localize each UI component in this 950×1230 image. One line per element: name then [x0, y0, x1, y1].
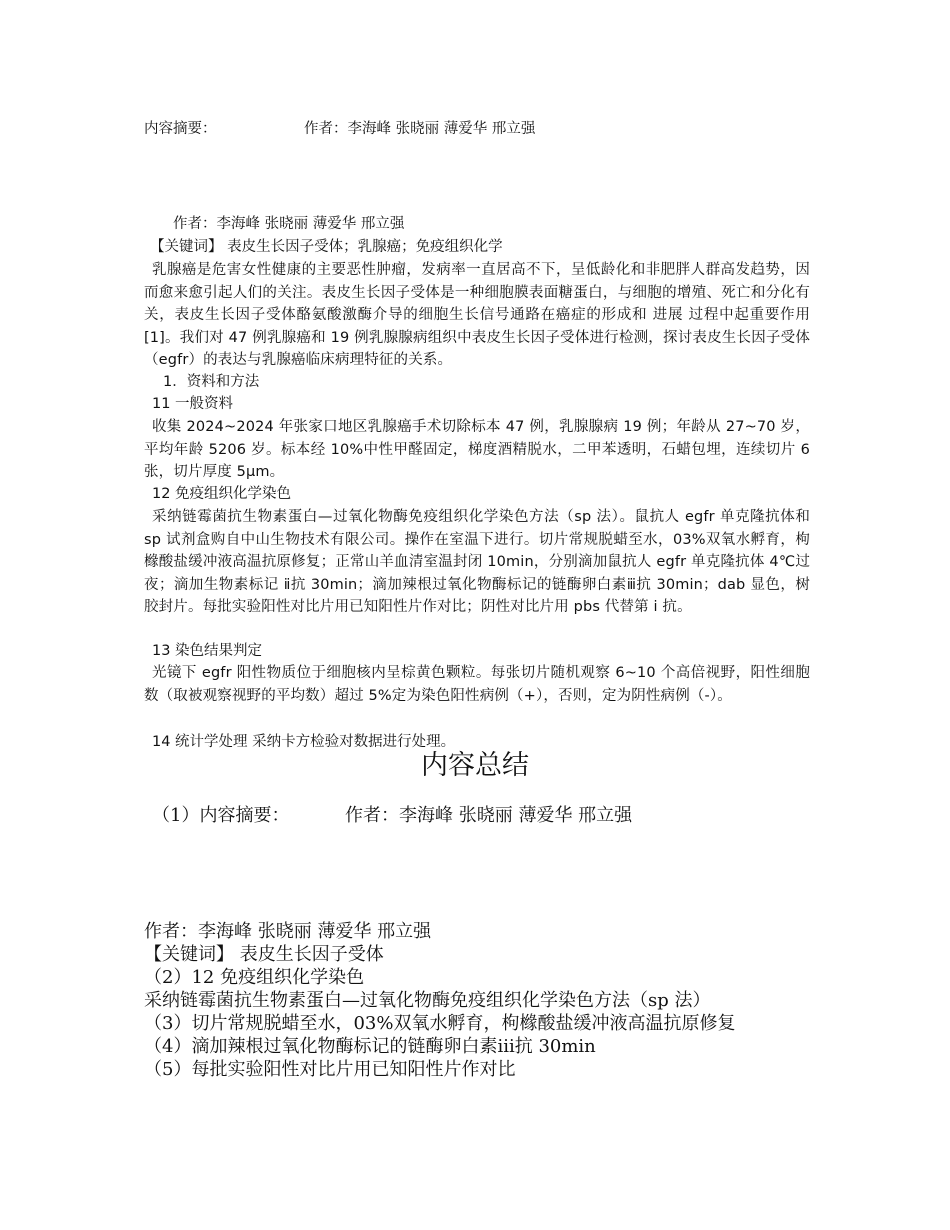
body-authors: 作者：李海峰 张晓丽 薄爱华 邢立强	[173, 216, 405, 232]
subheading-general-data: 11 一般资料	[152, 396, 234, 412]
summary-item-4: （4）滴加辣根过氧化物酶标记的链酶卵白素ⅲ抗 30min	[144, 1036, 596, 1057]
section-heading-materials-methods: 1．资料和方法	[163, 374, 260, 390]
intro-paragraph: 乳腺癌是危害女性健康的主要恶性肿瘤，发病率一直居高不下，呈低龄化和非肥胖人群高发趋势，因而愈来愈引起人们的关注。表皮生长因子受体是一种细胞膜表面糖蛋白，与细胞的增殖、死亡和分化有关，表皮生长因子受体酪氨酸激酶介导的细胞生长信号通路在癌症的形成和 进展 过程中起重要作用[1]。我们对 47 例乳腺癌和 19 例乳腺腺病组织中表皮生长因子受体进行检测，探讨表皮生长因子受体（egfr）的表达与乳腺癌临床病理特征的关系。	[144, 262, 810, 368]
summary-authors: 作者：李海峰 张晓丽 薄爱华 邢立强	[144, 921, 432, 942]
summary-item-3: （3）切片常规脱蜡至水，03%双氧水孵育，枸橼酸盐缓冲液高温抗原修复	[144, 1013, 736, 1034]
body-keywords: 【关键词】 表皮生长因子受体；乳腺癌；免疫组织化学	[150, 239, 503, 255]
subheading-ihc-staining: 12 免疫组织化学染色	[152, 486, 292, 502]
summary-title: 内容总结	[421, 750, 529, 781]
subheading-result-criteria: 13 染色结果判定	[152, 643, 263, 659]
summary-keywords: 【关键词】 表皮生长因子受体	[144, 944, 384, 965]
abstract-label: 内容摘要：	[144, 121, 217, 137]
summary-item-2-detail: 采纳链霉菌抗生物素蛋白—过氧化物酶免疫组织化学染色方法（sp 法）	[144, 990, 711, 1011]
summary-item-1-label: （1）内容摘要：	[152, 805, 290, 826]
summary-item-5: （5）每批实验阳性对比片用已知阳性片作对比	[144, 1059, 516, 1080]
ihc-staining-paragraph: 采纳链霉菌抗生物素蛋白—过氧化物酶免疫组织化学染色方法（sp 法）。鼠抗人 egfr 单克隆抗体和 sp 试剂盒购自中山生物技术有限公司。操作在室温下进行。切片常规脱蜡至水，03%双氧水孵育，枸橼酸盐缓冲液高温抗原修复；正常山羊血清室温封闭 10min，分别滴加鼠抗人 egfr 单克隆抗体 4℃过夜；滴加生物素标记 ⅱ抗 30min；滴加辣根过氧化物酶标记的链酶卵白素ⅲ抗 30min；dab 显色，树胶封片。每批实验阳性对比片用已知阳性片作对比；阴性对比片用 pbs 代替第 ⅰ 抗。	[144, 509, 810, 615]
summary-item-2: （2）12 免疫组织化学染色	[144, 967, 365, 988]
subheading-statistics: 14 统计学处理 采纳卡方检验对数据进行处理。	[152, 734, 456, 750]
header-authors: 作者：李海峰 张晓丽 薄爱华 邢立强	[304, 121, 536, 137]
result-criteria-paragraph: 光镜下 egfr 阳性物质位于细胞核内呈棕黄色颗粒。每张切片随机观察 6~10 个高倍视野，阳性细胞数（取被观察视野的平均数）超过 5%定为染色阳性病例（+），否则，定为阴性病例（-）。	[144, 665, 810, 704]
general-data-paragraph: 收集 2024~2024 年张家口地区乳腺癌手术切除标本 47 例，乳腺腺病 19 例；年龄从 27~70 岁，平均年龄 5206 岁。标本经 10%中性甲醛固定，梯度酒精脱水，二甲苯透明，石蜡包埋，连续切片 6 张，切片厚度 5μm。	[144, 419, 810, 480]
summary-item-1-authors: 作者：李海峰 张晓丽 薄爱华 邢立强	[345, 805, 633, 826]
